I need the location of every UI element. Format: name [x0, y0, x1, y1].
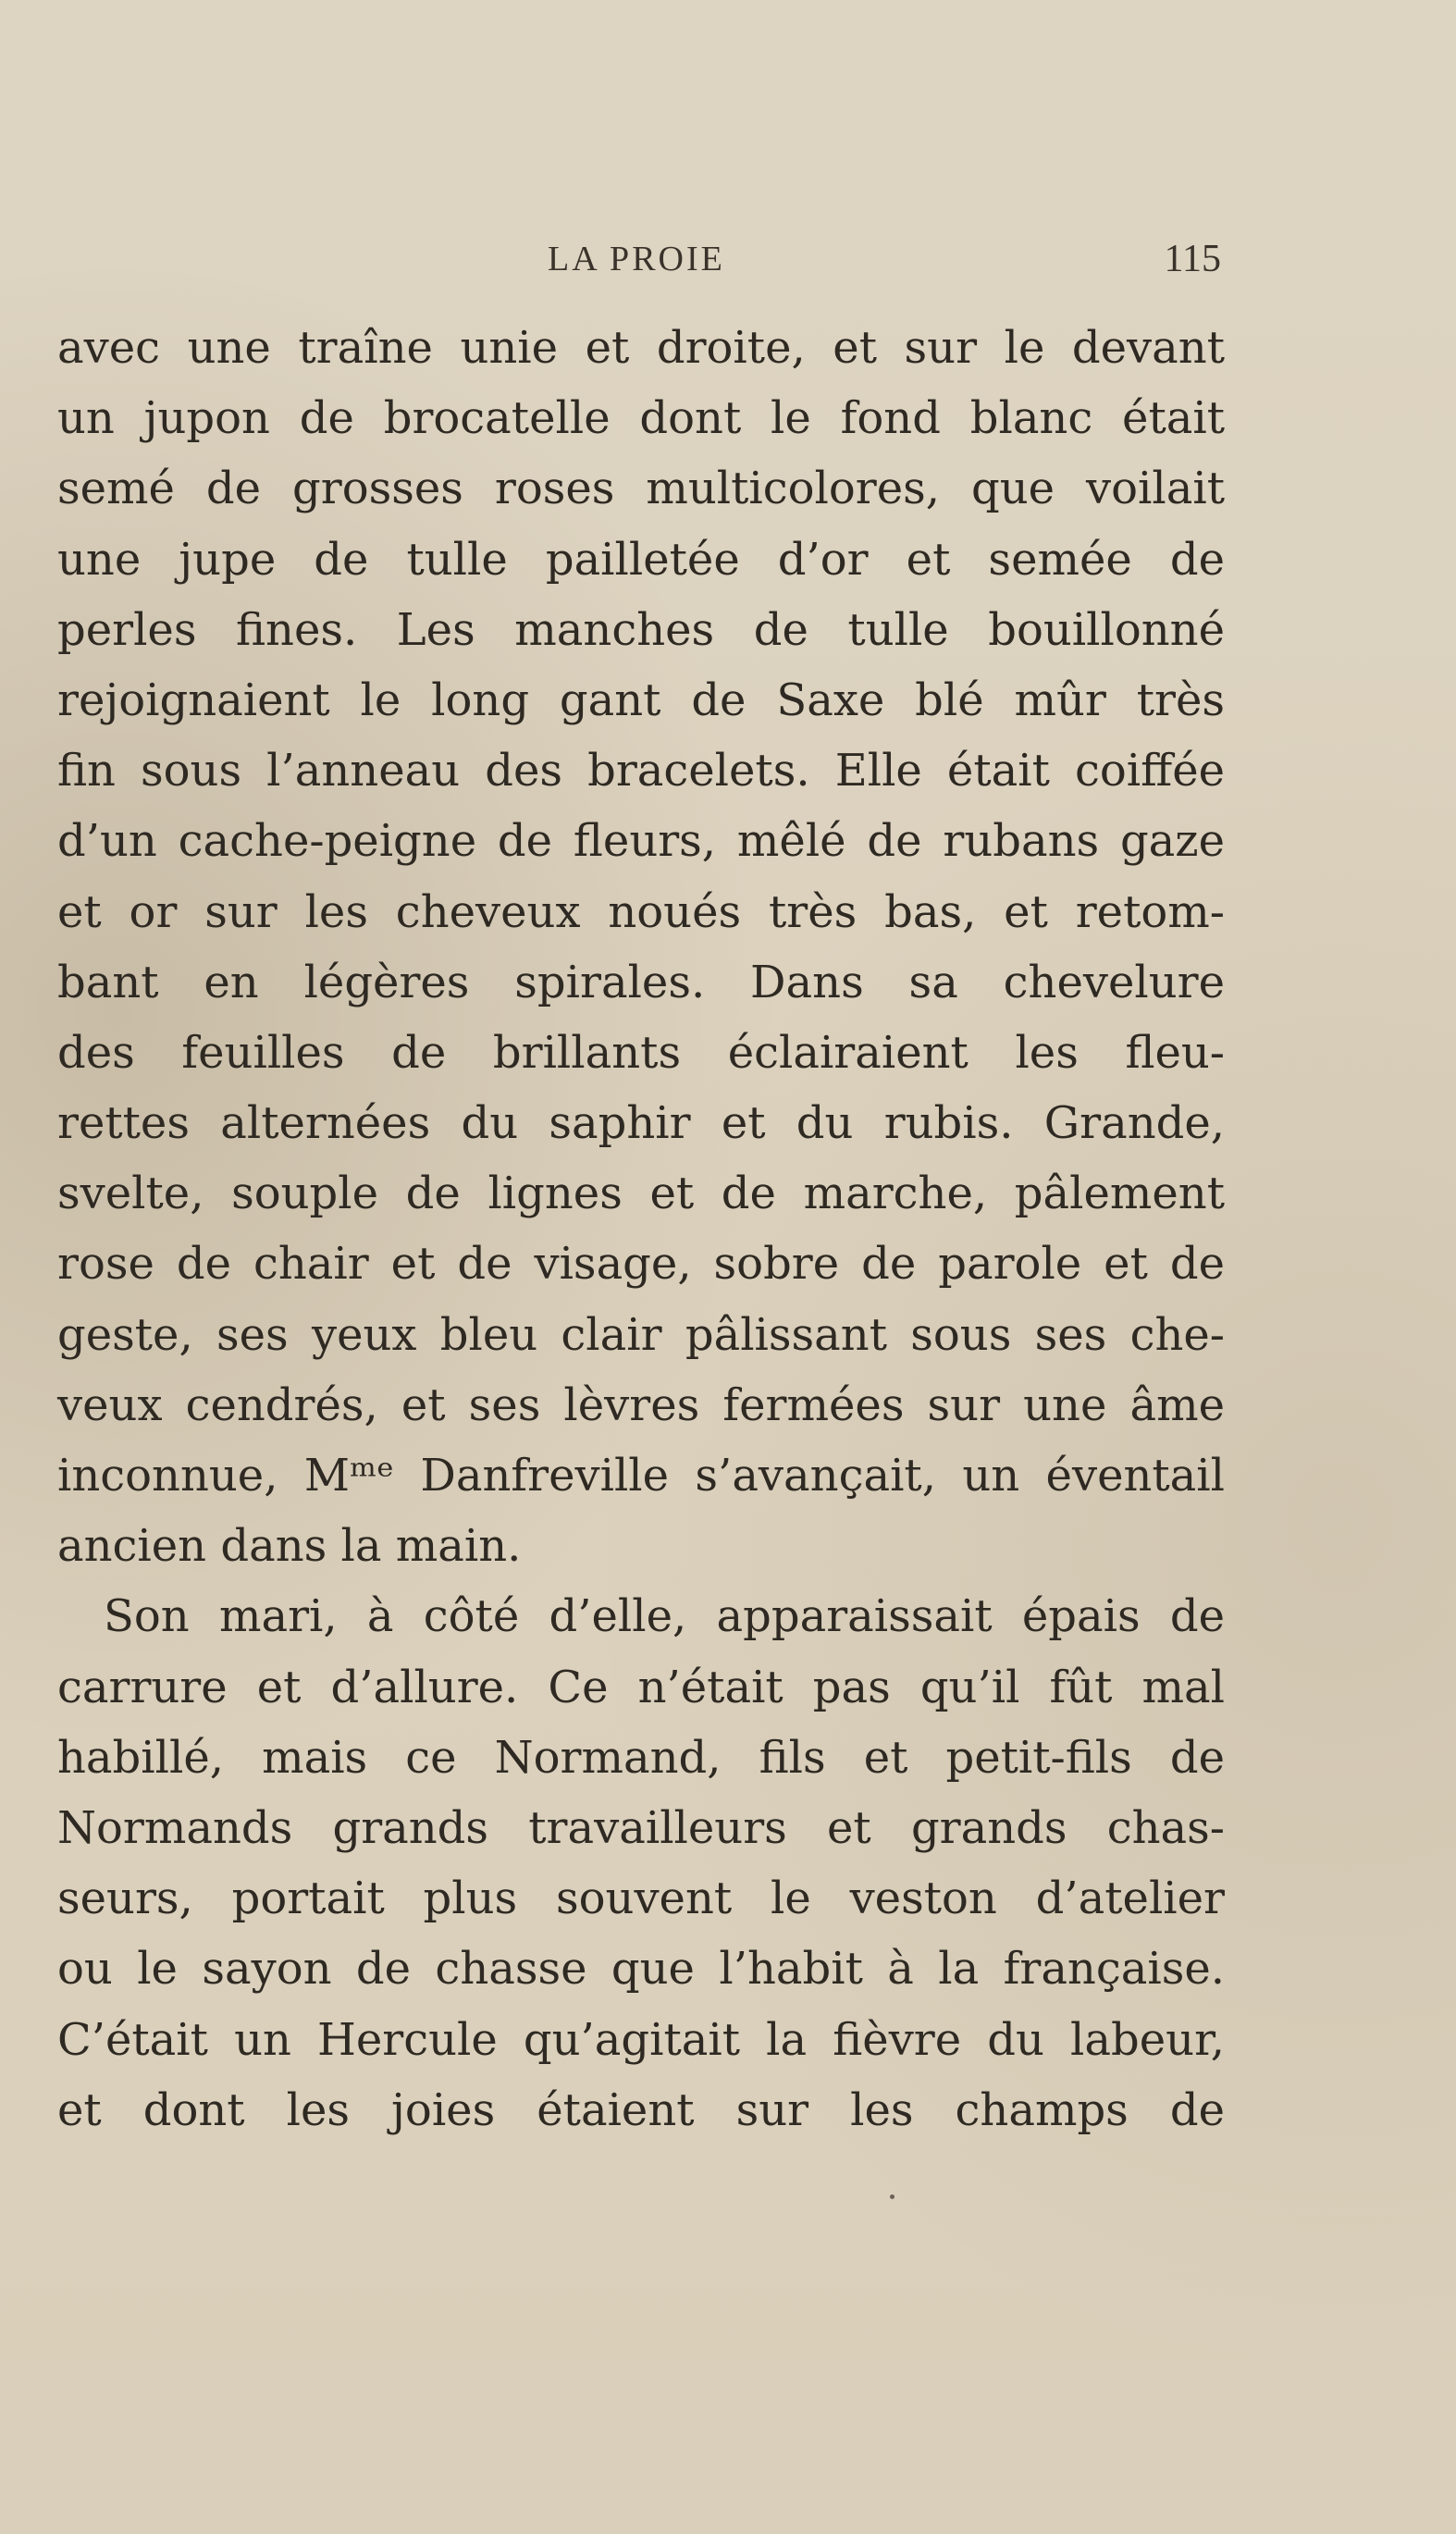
text-line: Normands grands travailleurs et grands chas- [57, 1801, 1225, 1854]
text-line: rejoignaient le long gant de Saxe blé mûr très [57, 674, 1225, 726]
body-text [57, 313, 1225, 2145]
text-line: fin sous l’anneau des bracelets. Elle était coiffée [57, 745, 1225, 797]
paper-speck [890, 2194, 895, 2199]
text-line: avec une traîne unie et droite, et sur le devant [57, 322, 1225, 374]
text-line: seurs, portait plus souvent le veston d’atelier [57, 1873, 1225, 1925]
text-line: perles fines. Les manches de tulle bouillonné [57, 603, 1225, 656]
page-number: 115 [1164, 238, 1221, 280]
text-line: inconnue, Mᵐᵉ Danfreville s’avançait, un éventail [57, 1450, 1225, 1502]
text-line: et dont les joies étaient sur les champs de [57, 2083, 1225, 2136]
paragraph-start-line: Son mari, à côté d’elle, apparaissait épais de [104, 1590, 1225, 1643]
text-line: semé de grosses roses multicolores, que voilait [57, 463, 1225, 515]
text-line: svelte, souple de lignes et de marche, pâlement [57, 1168, 1225, 1220]
paragraph-end-line: ancien dans la main. [57, 1520, 522, 1573]
text-line: et or sur les cheveux noués très bas, et retom- [57, 885, 1225, 938]
text-line: geste, ses yeux bleu clair pâlissant sous ses che- [57, 1308, 1225, 1361]
text-line: un jupon de brocatelle dont le fond blanc était [57, 392, 1225, 445]
text-line: rose de chair et de visage, sobre de parole et de [57, 1238, 1225, 1291]
text-line: veux cendrés, et ses lèvres fermées sur une âme [57, 1378, 1225, 1431]
text-line: ou le sayon de chasse que l’habit à la française. [57, 1943, 1225, 1996]
running-title: LA PROIE [548, 240, 725, 278]
text-line: d’un cache-peigne de fleurs, mêlé de rubans gaze [57, 815, 1225, 868]
text-line: C’était un Hercule qu’agitait la fièvre du labeur, [57, 2013, 1225, 2066]
page-header [0, 239, 1456, 294]
text-line: carrure et d’allure. Ce n’était pas qu’il fût mal [57, 1661, 1225, 1713]
text-line: habillé, mais ce Normand, fils et petit-fils de [57, 1731, 1225, 1784]
text-line: une jupe de tulle pailletée d’or et semée de [57, 533, 1225, 586]
text-line: rettes alternées du saphir et du rubis. Grande, [57, 1097, 1225, 1150]
text-line: bant en légères spirales. Dans sa chevelure [57, 956, 1225, 1008]
text-line: des feuilles de brillants éclairaient les fleu- [57, 1026, 1225, 1079]
